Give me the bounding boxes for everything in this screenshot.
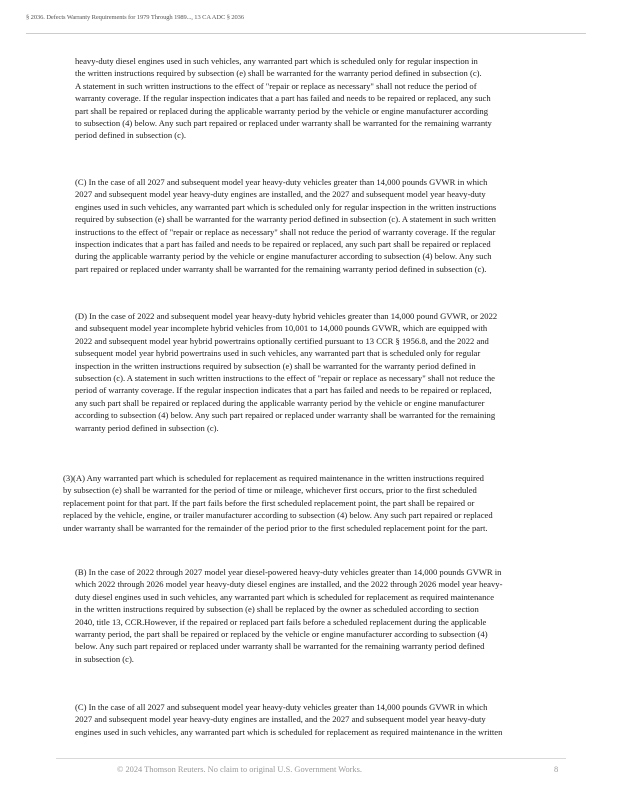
header-divider xyxy=(26,33,586,34)
text-line: and subsequent model year incomplete hybrid vehicles from 10,001 to 14,000 pounds GVWR, which are equipped with xyxy=(75,323,488,334)
text-line: subsequent model year hybrid powertrains used in such vehicles, any warranted part that is scheduled only for regular xyxy=(75,348,481,359)
text-line: warranty period, the part shall be repaired or replaced by the vehicle or engine manufacturer according to subsection (4) xyxy=(75,629,488,640)
text-line: in subsection (c). xyxy=(75,653,134,664)
paragraph-b-continued xyxy=(75,55,492,142)
copyright-notice: © 2024 Thomson Reuters. No claim to original U.S. Government Works. xyxy=(117,765,362,774)
text-line: warranty period defined in subsection (c). xyxy=(75,422,219,433)
text-line: by subsection (e) shall be warranted for the period of time or mileage, whichever first occurs, prior to the first scheduled xyxy=(63,485,477,496)
text-line: heavy-duty diesel engines used in such vehicles, any warranted part which is scheduled only for regular inspection in xyxy=(75,56,478,66)
text-line: in the written instructions required by subsection (e) shall be replaced by the owner as scheduled according to section xyxy=(75,604,479,615)
paragraph-3b xyxy=(75,566,502,665)
text-line: period defined in subsection (c). xyxy=(75,130,186,141)
text-line: under warranty shall be warranted for the remainder of the period prior to the first scheduled replacement point for the part. xyxy=(63,522,488,533)
paragraph-3a xyxy=(63,472,493,534)
text-line: engines used in such vehicles, any warranted part which is scheduled for replacement as required maintenance in the written xyxy=(75,726,503,737)
text-line: (C) In the case of all 2027 and subsequent model year heavy-duty vehicles greater than 14,000 pounds GVWR in which xyxy=(75,177,488,187)
text-line: (3)(A) Any warranted part which is scheduled for replacement as required maintenance in the written instructions required xyxy=(63,473,484,483)
text-line: replacement point for that part. If the part fails before the first scheduled replacement point, the part shall be repaired or xyxy=(63,497,475,508)
text-line: part repaired or replaced under warranty shall be warranted for the remaining warranty period defined in subsection (c). xyxy=(75,263,487,274)
text-line: during the applicable warranty period by the vehicle or engine manufacturer according to subsection (4) below. Any such xyxy=(75,251,492,262)
text-line: to subsection (4) below. Any such part repaired or replaced under warranty shall be warranted for the remaining warranty xyxy=(75,118,492,129)
text-line: period of warranty coverage. If the regular inspection indicates that a part has failed and needs to be repaired or replaced, xyxy=(75,385,492,396)
text-line: required by subsection (e) shall be warranted for the warranty period defined in subsection (c). A statement in such written xyxy=(75,214,496,225)
document-header: § 2036. Defects Warranty Requirements for 1979 Through 1989..., 13 CA ADC § 2036 xyxy=(26,14,244,21)
paragraph-c xyxy=(75,176,496,275)
text-line: any such part shall be repaired or replaced during the applicable warranty period by the vehicle or engine manufacturer xyxy=(75,397,485,408)
text-line: inspection in the written instructions required by subsection (e) shall be warranted for the warranty period defined in xyxy=(75,360,476,371)
page-number: 8 xyxy=(554,765,559,774)
paragraph-3c xyxy=(75,701,502,738)
text-line: part shall be repaired or replaced during the applicable warranty period by the vehicle or engine manufacturer according xyxy=(75,105,489,116)
text-line: 2027 and subsequent model year heavy-duty engines are installed, and the 2027 and subsequent model year heavy-duty xyxy=(75,189,486,200)
text-line: engines used in such vehicles, any warranted part which is scheduled only for regular inspection in the written instructions xyxy=(75,201,497,212)
text-line: 2022 and subsequent model year hybrid powertrains optionally certified pursuant to 13 CCR § 1956.8, and the 2022 and xyxy=(75,335,489,346)
text-line: subsection (c). A statement in such written instructions to the effect of "repair or replace as necessary" shall not reduce the xyxy=(75,373,495,384)
text-line: inspection indicates that a part has failed and needs to be repaired or replaced, any such part shall be repaired or replaced xyxy=(75,239,491,250)
text-line: instructions to the effect of "repair or replace as necessary" shall not reduce the period of warranty coverage. If the regular xyxy=(75,226,496,237)
text-line: (B) In the case of 2022 through 2027 model year diesel-powered heavy-duty vehicles greater than 14,000 pounds GVWR in xyxy=(75,567,502,577)
footer-divider xyxy=(56,758,566,759)
text-line: duty diesel engines used in such vehicles, any warranted part which is scheduled for replacement as required maintenance xyxy=(75,591,495,602)
text-line: which 2022 through 2026 model year heavy-duty diesel engines are installed, and the 2022 through 2026 model year heavy- xyxy=(75,579,503,590)
text-line: (C) In the case of all 2027 and subsequent model year heavy-duty vehicles greater than 14,000 pounds GVWR in which xyxy=(75,702,488,712)
text-line: replaced by the vehicle, engine, or trailer manufacturer according to subsection (4) below. Any such part repaired or replaced xyxy=(63,510,493,521)
text-line: A statement in such written instructions to the effect of "repair or replace as necessary" shall not reduce the period of xyxy=(75,80,477,91)
text-line: warranty coverage. If the regular inspection indicates that a part has failed and needs to be repaired or replaced, any such xyxy=(75,93,491,104)
text-line: 2027 and subsequent model year heavy-duty engines are installed, and the 2027 and subsequent model year heavy-duty xyxy=(75,714,486,725)
paragraph-d xyxy=(75,310,497,434)
text-line: below. Any such part repaired or replaced under warranty shall be warranted for the remaining warranty period defined xyxy=(75,641,485,652)
text-line: according to subsection (4) below. Any such part repaired or replaced under warranty shall be warranted for the remaining xyxy=(75,410,496,421)
text-line: the written instructions required by subsection (e) shall be warranted for the warranty period defined in subsection (c). xyxy=(75,68,482,79)
text-line: 2040, title 13, CCR.However, if the repaired or replaced part fails before a scheduled replacement during the applicable xyxy=(75,616,487,627)
text-line: (D) In the case of 2022 and subsequent model year heavy-duty hybrid vehicles greater than 14,000 pound GVWR, or 2022 xyxy=(75,311,498,321)
